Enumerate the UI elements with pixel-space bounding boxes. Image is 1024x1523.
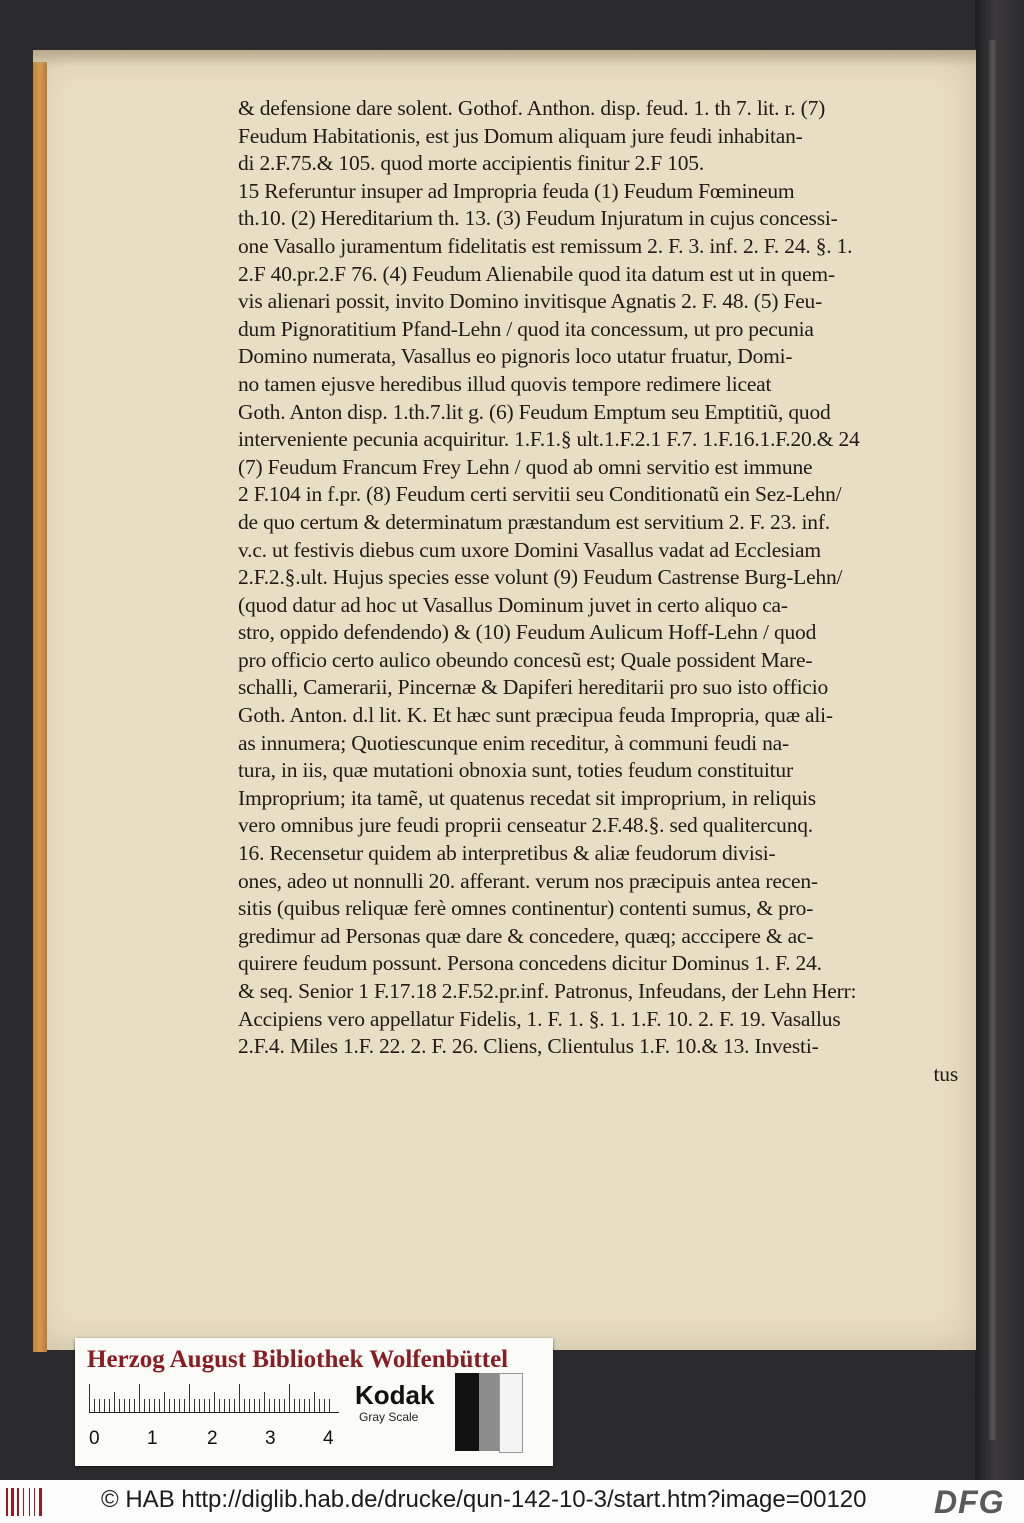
ruler-tick bbox=[154, 1399, 155, 1412]
text-line: 15 Referuntur insuper ad Impropria feuda (1) Feudum Fœmineum bbox=[238, 178, 795, 203]
text-line: quirere feudum possunt. Persona concedens dicitur Dominus 1. F. 24. bbox=[238, 951, 822, 976]
library-name: Herzog August Bibliothek Wolfenbüttel bbox=[87, 1346, 509, 1373]
text-line: vis alienari possit, invito Domino invitisque Agnatis 2. F. 48. (5) Feu- bbox=[238, 289, 823, 314]
scale-number: 4 bbox=[323, 1428, 334, 1449]
ruler-tick bbox=[259, 1399, 260, 1412]
gray-patch-black bbox=[455, 1373, 479, 1451]
text-line: de quo certum & determinatum præstandum est servitium 2. F. 23. inf. bbox=[238, 509, 830, 534]
ruler-tick bbox=[284, 1399, 285, 1412]
ruler-tick bbox=[229, 1399, 230, 1412]
text-line: v.c. ut festivis diebus cum uxore Domini Vasallus vadat ad Ecclesiam bbox=[238, 537, 821, 562]
ruler-tick bbox=[129, 1399, 130, 1412]
dfg-logo: DFG bbox=[934, 1484, 1005, 1520]
barcode-icon bbox=[6, 1488, 46, 1516]
ruler-tick bbox=[114, 1392, 115, 1412]
ruler-tick bbox=[299, 1399, 300, 1412]
gray-patch-mid bbox=[479, 1373, 499, 1451]
text-line: as innumera; Quotiescunque enim receditur, à communi feudi na- bbox=[238, 730, 789, 755]
text-line: Goth. Anton disp. 1.th.7.lit g. (6) Feudum Emptum seu Emptitiũ, quod bbox=[238, 399, 831, 424]
ruler-tick bbox=[279, 1399, 280, 1412]
text-line: (7) Feudum Francum Frey Lehn / quod ab omni servitio est immune bbox=[238, 454, 813, 479]
ruler-tick bbox=[319, 1399, 320, 1412]
catchword: tus bbox=[933, 1061, 958, 1086]
scale-number: 0 bbox=[89, 1428, 100, 1449]
text-line: 2.F 40.pr.2.F 76. (4) Feudum Alienabile quod ita datum est ut in quem- bbox=[238, 261, 835, 286]
ruler-tick bbox=[189, 1384, 190, 1412]
ruler-tick bbox=[209, 1399, 210, 1412]
ruler-tick bbox=[144, 1399, 145, 1412]
ruler-tick bbox=[109, 1399, 110, 1412]
gray-patch-white bbox=[499, 1373, 523, 1453]
ruler-tick bbox=[224, 1399, 225, 1412]
text-line: sitis (quibus reliquæ ferè omnes continentur) contenti sumus, & pro- bbox=[238, 896, 814, 921]
text-line: & seq. Senior 1 F.17.18 2.F.52.pr.inf. Patronus, Infeudans, der Lehn Herr: bbox=[238, 979, 857, 1003]
ruler-tick bbox=[174, 1399, 175, 1412]
text-line: & defensione dare solent. Gothof. Anthon. disp. feud. 1. th 7. lit. r. (7) bbox=[238, 96, 826, 120]
text-line: 2.F.4. Miles 1.F. 22. 2. F. 26. Cliens, Clientulus 1.F. 10.& 13. Investi- bbox=[238, 1034, 819, 1059]
barcode-bar bbox=[17, 1488, 19, 1516]
barcode-bar bbox=[23, 1488, 24, 1516]
text-line: one Vasallo juramentum fidelitatis est remissum 2. F. 3. inf. 2. F. 24. §. 1. bbox=[238, 233, 853, 258]
text-line: dum Pignoratitium Pfand-Lehn / quod ita concessum, ut pro pecunia bbox=[238, 316, 814, 341]
ruler-tick bbox=[239, 1384, 240, 1412]
ruler-tick bbox=[119, 1399, 120, 1412]
text-line: Feudum Habitationis, est jus Domum aliquam jure feudi inhabitan- bbox=[238, 123, 803, 148]
ruler-tick bbox=[324, 1399, 325, 1412]
barcode-bar bbox=[34, 1488, 35, 1516]
text-line: schalli, Camerarii, Pincernæ & Dapiferi hereditarii pro suo isto officio bbox=[238, 675, 829, 700]
ruler-tick bbox=[104, 1399, 105, 1412]
page-top-shadow bbox=[33, 50, 976, 66]
scale-number: 1 bbox=[147, 1428, 158, 1449]
text-line: gredimur ad Personas quæ dare & concedere, quæq; acccipere & ac- bbox=[238, 923, 814, 948]
text-line: no tamen ejusve heredibus illud quovis tempore redimere liceat bbox=[238, 371, 772, 396]
text-line: Improprium; ita tamẽ, ut quatenus recedat sit improprium, in reliquis bbox=[238, 785, 816, 810]
library-label bbox=[75, 1338, 553, 1466]
text-line: stro, oppido defendendo) & (10) Feudum Aulicum Hoff-Lehn / quod bbox=[238, 620, 817, 645]
ruler-tick bbox=[219, 1399, 220, 1412]
barcode-bar bbox=[6, 1488, 8, 1516]
ruler-tick bbox=[179, 1399, 180, 1412]
ruler-tick bbox=[159, 1399, 160, 1412]
barcode-bar bbox=[39, 1488, 42, 1516]
barcode-bar bbox=[29, 1488, 30, 1516]
ruler-tick bbox=[234, 1399, 235, 1412]
ruler-tick bbox=[124, 1399, 125, 1412]
text-line: interveniente pecunia acquiritur. 1.F.1.§ ult.1.F.2.1 F.7. 1.F.16.1.F.20.& 24 bbox=[238, 427, 860, 452]
ruler-tick bbox=[134, 1399, 135, 1412]
page-text-block bbox=[238, 95, 958, 1088]
ruler-tick bbox=[149, 1399, 150, 1412]
ruler-tick bbox=[164, 1392, 165, 1412]
ruler-tick bbox=[194, 1399, 195, 1412]
text-line: vero omnibus jure feudi proprii censeatur 2.F.48.§. sed qualitercunq. bbox=[238, 813, 813, 838]
text-line: 16. Recensetur quidem ab interpretibus & aliæ feudorum divisi- bbox=[238, 841, 776, 866]
text-line: Goth. Anton. d.l lit. K. Et hæc sunt præcipua feuda Impropria, quæ ali- bbox=[238, 703, 833, 728]
text-line: ones, adeo ut nonnulli 20. afferant. verum nos præcipuis antea recen- bbox=[238, 868, 818, 893]
scale-number: 3 bbox=[265, 1428, 276, 1449]
text-line: 2 F.104 in f.pr. (8) Feudum certi servitii seu Conditionatũ ein Sez-Lehn/ bbox=[238, 482, 842, 507]
ruler-tick bbox=[214, 1392, 215, 1412]
kodak-brand: Kodak bbox=[355, 1380, 435, 1410]
book-binding bbox=[975, 0, 1024, 1480]
ruler-tick bbox=[289, 1384, 290, 1412]
ruler-tick bbox=[204, 1399, 205, 1412]
ruler-tick bbox=[99, 1399, 100, 1412]
page-gilt-edge bbox=[33, 62, 47, 1352]
text-line: (quod datur ad hoc ut Vasallus Dominum juvet in certo aliquo ca- bbox=[238, 592, 788, 617]
ruler-tick bbox=[314, 1392, 315, 1412]
text-line: pro officio certo aulico obeundo concesũ est; Quale possident Mare- bbox=[238, 647, 813, 672]
ruler-scale bbox=[89, 1382, 339, 1413]
ruler-tick bbox=[249, 1399, 250, 1412]
text-line: Domino numerata, Vasallus eo pignoris loco utatur fruatur, Domi- bbox=[238, 344, 793, 369]
ruler-tick bbox=[274, 1399, 275, 1412]
ruler-tick bbox=[254, 1399, 255, 1412]
ruler-tick bbox=[139, 1384, 140, 1412]
ruler-tick bbox=[184, 1399, 185, 1412]
ruler-tick bbox=[94, 1399, 95, 1412]
ruler-tick bbox=[309, 1399, 310, 1412]
text-line: di 2.F.75.& 105. quod morte accipientis finitur 2.F 105. bbox=[238, 151, 705, 176]
text-line: 2.F.2.§.ult. Hujus species esse volunt (9) Feudum Castrense Burg-Lehn/ bbox=[238, 565, 843, 590]
text-line: tura, in iis, quæ mutationi obnoxia sunt, toties feudum constituitur bbox=[238, 758, 793, 783]
ruler-tick bbox=[244, 1399, 245, 1412]
adjacent-leaf-edge bbox=[989, 40, 997, 1440]
gray-scale-caption: Gray Scale bbox=[359, 1410, 419, 1424]
barcode-bar bbox=[11, 1488, 14, 1516]
scale-number: 2 bbox=[207, 1428, 218, 1449]
ruler-tick bbox=[89, 1384, 90, 1412]
text-line: th.10. (2) Hereditarium th. 13. (3) Feudum Injuratum in cujus concessi- bbox=[238, 206, 838, 231]
ruler-tick bbox=[294, 1399, 295, 1412]
ruler-tick bbox=[304, 1399, 305, 1412]
text-line: Accipiens vero appellatur Fidelis, 1. F. 1. §. 1. 1.F. 10. 2. F. 19. Vasallus bbox=[238, 1006, 841, 1031]
footer-url[interactable]: © HAB http://diglib.hab.de/drucke/qun-142-10-3/start.htm?image=00120 bbox=[101, 1486, 867, 1513]
ruler-tick bbox=[329, 1399, 330, 1412]
ruler-tick bbox=[199, 1399, 200, 1412]
ruler-tick bbox=[264, 1392, 265, 1412]
footer-bar bbox=[0, 1480, 1024, 1523]
ruler-tick bbox=[269, 1399, 270, 1412]
ruler-tick bbox=[169, 1399, 170, 1412]
